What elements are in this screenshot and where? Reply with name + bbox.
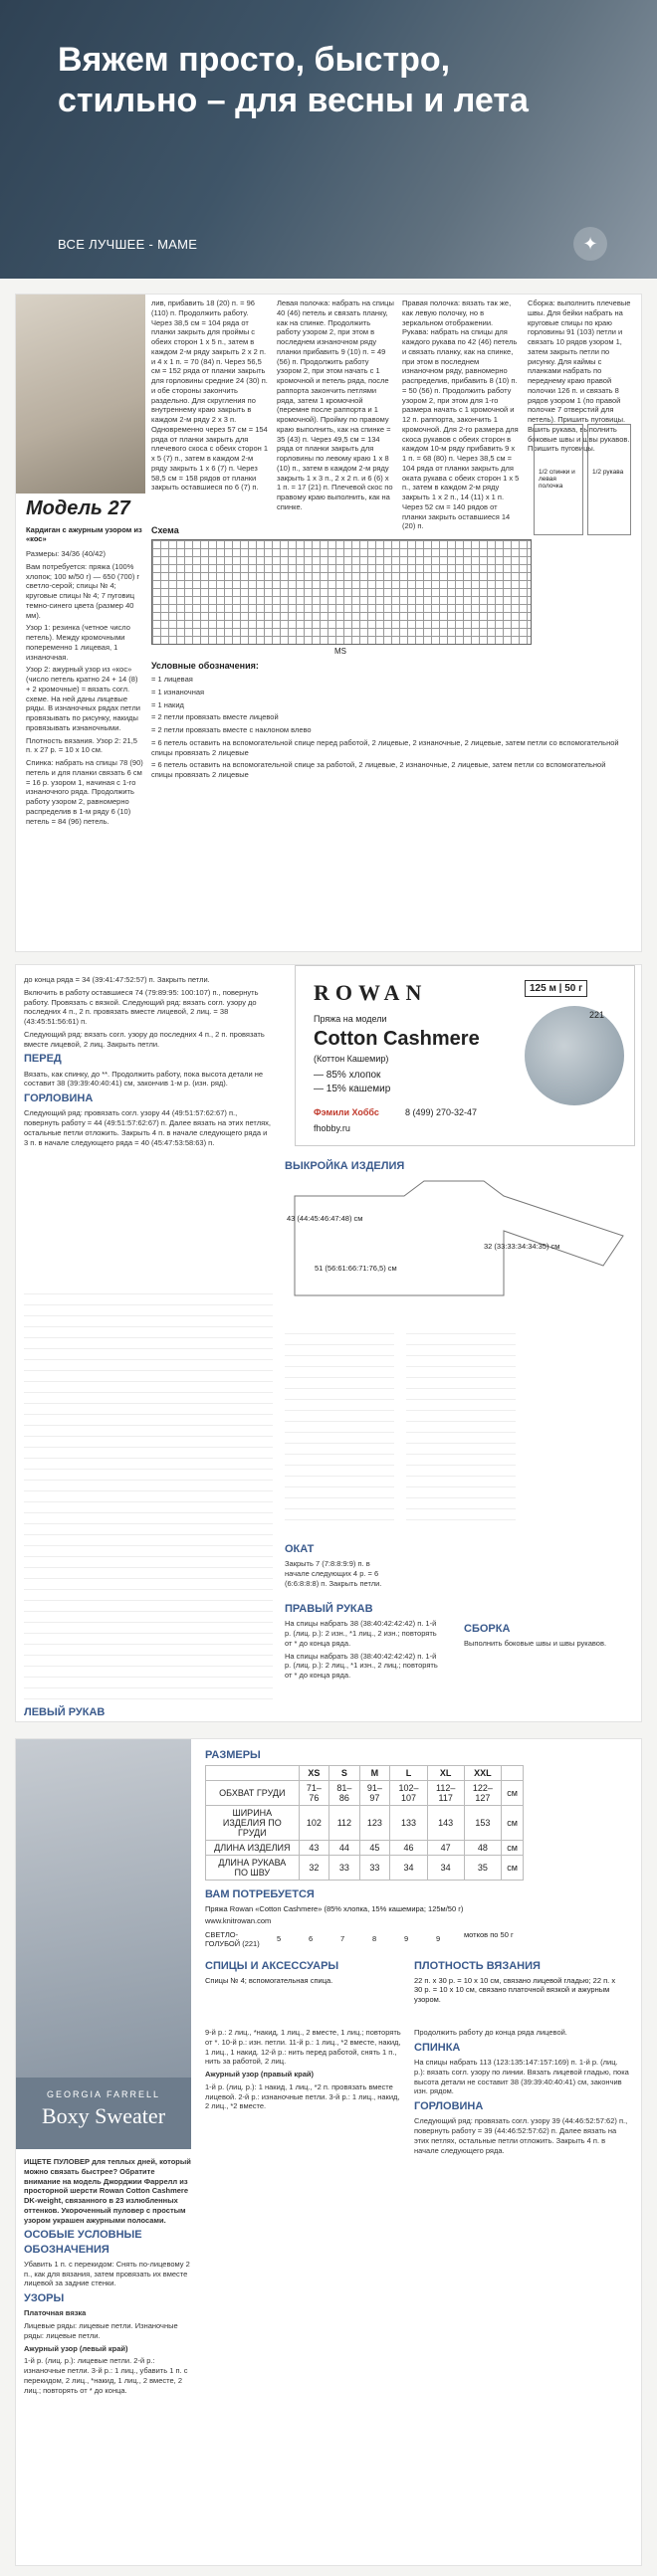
stitch-chart xyxy=(151,539,532,645)
table-cell: 143 xyxy=(427,1806,464,1841)
schema-label: Схема xyxy=(151,525,179,535)
text: Следующий ряд: провязать согл. узору 44 (49:51:57:62:67) п., повернуть работу = 44 (49:51:57:62:67) п. Далее вязать на этих петлях, остальные петли отложить. Закрыть 4 п. в начале следующего ряда и 3 п. в начале следующего ряда = 40 (45:47:53:58:63) п. xyxy=(24,1108,271,1147)
patterns-text1: Лицевые ряды: лицевые петли. Изнаночные ряды: лицевые петли. xyxy=(24,2321,178,2340)
column-3: Левая полочка: набрать на спицы 40 (46) петель и связать планку, как на спинке. Продолжить работу узором 2, при этом в последнем изнаночном ряду планки прибавить 9 (10) п. = 49 (56) п. Продолжить работу узором 2, при этом начать с 1 кромочной и петель ряда, после раппорта закончить петлями ряда, затем 1 кромочной (перемне после раппорта и 1 кромочной). Пройму по правому краю выполнить, как на спинке = 35 (43) п. Через 49,5 см = 134 ряда от планки закрыть для горловины по левому краю 1 х 8 (10) п., затем в каждом 2-м ряду закрыть 1 х 3 п., 2 х 2 п. и 6 (6) х 1 п. = 17 (21) п. Плечевой скос по правому краю выполнить, как на спинке. xyxy=(277,298,394,511)
yarn-advert xyxy=(295,965,635,1146)
table-cell: 44 xyxy=(329,1841,359,1856)
magazine-page-boxy-sweater xyxy=(16,1739,641,2565)
legend xyxy=(151,675,629,779)
pattern2-text: Узор 2: ажурный узор из «кос» (число петель кратно 24 + 14 (8) + 2 кромочные) = вязать согл. схеме. На ней даны лицевые ряды. В изнаночных рядах петли провязывать по рисунку, накиды провязывать изнаночными. xyxy=(26,665,140,732)
gauge-text: Плотность вязания. Узор 2: 21,5 п. х 27 р. = 10 х 10 см. xyxy=(26,735,137,755)
yarn-name: Cotton Cashmere xyxy=(314,1028,480,1050)
text: Включить в работу оставшиеся 74 (79:89:95: 100:107) п., повернуть работу. Провязать с вязкой. Следующий ряд: вязать согл. узору до последних 4 п., 2 п. провязать вместе лицевой, 2 лиц. = 38 (43:45:51:56:61) п. xyxy=(24,987,259,1026)
mid-text: 9-й р.: 2 лиц., *накид, 1 лиц., 2 вместе, 1 лиц.; повторять от *. 10-й р.: изн. петли. 11-й р.: 1 лиц., *2 вместе, накид, 1 лиц., 1 накид. 12-й р.: нить перед работой, снять 1 п., нить за работой, 2 лиц. xyxy=(205,2028,401,2067)
patterns-sub2: Ажурный узор (левый край) xyxy=(24,2343,128,2353)
table-cell: 45 xyxy=(359,1841,389,1856)
section-left-sleeve: ЛЕВЫЙ РУКАВ xyxy=(24,1706,106,1718)
boxy-title: Boxy Sweater xyxy=(41,2103,166,2128)
section-assembly: СБОРКА xyxy=(464,1623,511,1635)
column-2: лив, прибавить 18 (20) п. = 96 (110) п. Продолжить работу. Через 38,5 см = 104 ряда от планки закрыть для проймы с обеих сторон 1 х 5 п., затем в каждом 2-м ряду закрыть 2 х 2 п. и 4 х 1 п. = 70 (84) п. Через 56,5 см = 152 ряда от планки закрыть для горловины средние 24 (30) п. и обе стороны закончить раздельно. Для скругления по внутреннему краю закрыть в каждом 2-м ряду 2 х 3 п. Одновременно через 57 см = 154 ряда от планки закрыть для плечевого скоса с обеих сторон 1 х 5 (7) п., затем в каждом 2-м ряду закрыть 1 х 6 (7) п. Через 58,5 см = 158 рядов от планки закрыть оставшиеся по 6 (7) п. xyxy=(151,298,269,493)
table-row xyxy=(206,1806,524,1841)
right-text2: На спицы набрать 113 (123:135:147:157:169) п. 1-й р. (лиц. р.): вязать согл. узору по линии. Вязать лицевой гладью, пока высота детали не составит 38 (39:39:40:40:41) см, закончив изн. рядом. xyxy=(414,2058,629,2096)
legend-item: = 2 петли провязать вместе лицевой xyxy=(151,712,279,722)
back-text: Спинка: набрать на спицы 78 (90) петель и для планки связать 6 см = 16 р. узором 1, начиная с 1-го изнаночного ряда. Продолжить работу узором 2, равномерно распределив в 1-м ряду 6 (10) петель = 84 (96) петель. xyxy=(26,758,143,826)
table-cell: 33 xyxy=(359,1856,389,1881)
table-cell: ШИРИНА ИЗДЕЛИЯ ПО ГРУДИ xyxy=(206,1806,300,1841)
pattern-dim-sleeve: 32 (33:33:34:34:35) см xyxy=(484,1242,560,1251)
yarn-title: Пряжа на модели xyxy=(314,1014,387,1024)
sizes-heading: РАЗМЕРЫ xyxy=(205,1749,261,1761)
table-header-cell: L xyxy=(390,1766,428,1781)
sleeve-diagram xyxy=(587,424,631,535)
pattern-diagram xyxy=(285,1176,633,1305)
table-header-cell: S xyxy=(329,1766,359,1781)
table-cell: 33 xyxy=(329,1856,359,1881)
pattern-outline xyxy=(295,1181,623,1295)
table-cell: 133 xyxy=(390,1806,428,1841)
magazine-page-rowan xyxy=(16,965,641,1721)
mid-text2: 1-й р. (лиц. р.): 1 накид, 1 лиц., *2 п. провязать вместе лицевой. 2-й р.: изнаночные петли. 3-й р.: 1 лиц., накид, 2 лиц., *2 вместе. xyxy=(205,2081,400,2111)
gauge-heading: ПЛОТНОСТЬ ВЯЗАНИЯ xyxy=(414,1960,541,1972)
table-cell: см xyxy=(502,1806,524,1841)
hero-caption[interactable]: ВСЕ ЛУЧШЕЕ - MAME xyxy=(58,237,198,252)
table-cell: 43 xyxy=(299,1841,328,1856)
okat-block xyxy=(285,1542,394,1592)
symbols-text: Убавить 1 п. с перекидом: Снять по-лицевому 2 п., как для вязания, затем провязать их вместе лицевой за задние стенки. xyxy=(24,2259,190,2288)
instructions-mid xyxy=(285,1323,394,1522)
yarn-sub: (Коттон Кашемир) xyxy=(314,1054,389,1064)
table-cell: 91–97 xyxy=(359,1781,389,1806)
tools-text: Спицы № 4; вспомогательная спица. xyxy=(205,1976,333,1985)
need-site[interactable]: www.knitrowan.com xyxy=(205,1916,272,1925)
table-cell: 123 xyxy=(359,1806,389,1841)
table-cell: 81–86 xyxy=(329,1781,359,1806)
diagram-label-back: 1/2 спинки и левая полочка xyxy=(539,469,575,490)
text: Закрыть 7 (7:8:8:9:9) п. в начале следующих 4 р. = 6 (6:6:8:8:8) п. Закрыть петли. xyxy=(285,1559,382,1588)
legend-item: = 6 петель оставить на вспомогательной спице за работой, 2 лицевые, 2 изнаночные, 2 лицевые, затем петли со вспомогательной спицы провязать 2 лицевые xyxy=(151,760,606,779)
model-subtitle: Кардиган с ажурным узором из «кос» xyxy=(26,525,142,544)
table-header-cell: XXL xyxy=(464,1766,502,1781)
left-sleeve xyxy=(24,1705,273,1721)
yarn-ball-image xyxy=(525,1006,624,1105)
left-column xyxy=(24,975,273,1274)
section-neck: ГОРЛОВИНА xyxy=(24,1092,94,1105)
table-cell: ДЛИНА РУКАВА ПО ШВУ xyxy=(206,1856,300,1881)
model-title: Модель 27 xyxy=(26,497,130,519)
boxy-left-column xyxy=(24,2157,193,2555)
table-cell: см xyxy=(502,1841,524,1856)
section-front: ПЕРЕД xyxy=(24,1053,62,1066)
section-neckline: ГОРЛОВИНА xyxy=(414,2100,484,2113)
boxy-right-column xyxy=(414,2028,629,2555)
column-1 xyxy=(26,549,143,826)
sparkle-icon[interactable]: ✦ xyxy=(573,227,607,261)
text: Вязать, как спинку, до **. Продолжить работу, пока высота детали не составит 38 (39:39:40:40:41) см, закончив 1-м р. (изн. ряд). xyxy=(24,1069,264,1089)
diagram-label-sleeve: 1/2 рукава xyxy=(592,469,624,476)
need-color: СВЕТЛО-ГОЛУБОЙ (221) xyxy=(205,1930,260,1949)
back-diagram xyxy=(534,424,583,535)
table-cell: 32 xyxy=(299,1856,328,1881)
legend-item: = 1 накид xyxy=(151,699,184,709)
magazine-page-model-27 xyxy=(16,295,641,951)
table-cell: 102 xyxy=(299,1806,328,1841)
table-cell: 153 xyxy=(464,1806,502,1841)
section-back: СПИНКА xyxy=(414,2041,461,2054)
need-qty: 8 xyxy=(372,1934,377,1943)
legend-item: = 2 петли провязать вместе с наклоном влево xyxy=(151,725,312,734)
patterns-text2: 1-й р. (лиц. р.): лицевые петли. 2-й р.: изнаночные петли. 3-й р.: 1 лиц., убавить 1 п. с перекидом, 2 лиц., *накид, 1 лиц., 2 вместе, 2 лиц.; повторять от * до конца. xyxy=(24,2356,188,2395)
table-cell: 35 xyxy=(464,1856,502,1881)
text: На спицы набрать 38 (38:40:42:42:42) п. 1-й р. (лиц. р.): 2 лиц., *1 изн., 2 лиц.; повторять от * до конца ряда. xyxy=(285,1651,438,1681)
mid-sub: Ажурный узор (правый край) xyxy=(205,2070,314,2079)
table-cell: 47 xyxy=(427,1841,464,1856)
patterns-heading: УЗОРЫ xyxy=(24,2292,65,2305)
pattern1-text: Узор 1: резинка (четное число петель). Между кромочными попеременно 1 лицевая, 1 изнаночная. xyxy=(26,623,130,662)
table-cell: 34 xyxy=(390,1856,428,1881)
section-right-sleeve: ПРАВЫЙ РУКАВ xyxy=(285,1603,373,1615)
table-cell: 46 xyxy=(390,1841,428,1856)
legend-item: = 6 петель оставить на вспомогательной спице перед работой, 2 лицевые, 2 изнаночные, 2 лицевые, затем петли со вспомогательной спицы провязать 2 лицевые xyxy=(151,737,619,757)
hero-title: Вяжем просто, быстро, стильно – для весны и лета xyxy=(58,41,529,119)
table-cell: 112–117 xyxy=(427,1781,464,1806)
table-header-cell: XS xyxy=(299,1766,328,1781)
symbols-heading: ОСОБЫЕ УСЛОВНЫЕ ОБОЗНАЧЕНИЯ xyxy=(24,2229,142,2256)
need-qty: 6 xyxy=(309,1934,314,1943)
text: до конца ряда = 34 (39:41:47:52:57) п. Закрыть петли. xyxy=(24,975,210,984)
shop-site[interactable]: fhobby.ru xyxy=(314,1123,350,1133)
boxy-sweater-photo xyxy=(16,1739,191,2078)
table-header-cell xyxy=(502,1766,524,1781)
table-cell: 48 xyxy=(464,1841,502,1856)
table-header-cell: XL xyxy=(427,1766,464,1781)
table-cell: ДЛИНА ИЗДЕЛИЯ xyxy=(206,1841,300,1856)
right-text3: Следующий ряд: провязать согл. узору 39 (44:46:52:57:62) п., повернуть работу = 39 (44:46:52:57:62) п. Далее вязать на этих петлях, остальные петли отложить. Закрыть 4 п. в начале следующего ряда. xyxy=(414,2116,628,2155)
legend-item: = 1 лицевая xyxy=(151,675,193,684)
table-cell: 71–76 xyxy=(299,1781,328,1806)
instructions-left xyxy=(24,1284,273,1701)
sizes-table xyxy=(205,1765,524,1881)
table-cell: 34 xyxy=(427,1856,464,1881)
need-qty: 7 xyxy=(340,1934,345,1943)
chart-ms-label: MS xyxy=(334,647,346,656)
intro-text: ИЩЕТЕ ПУЛОВЕР для теплых дней, который можно связать быстрее? Обратите внимание на модель Джорджии Фаррелл из просторной шерсти Rowan Cotton Cashmere DK-weight, связанного в 23 излюбленных оттенков. Укороченный пуловер с простым узором украшен ажурными полосами. xyxy=(24,2157,191,2225)
sizes-text: Размеры: 34/36 (40/42) xyxy=(26,549,106,558)
gauge-text: 22 п. х 30 р. = 10 х 10 см, связано лицевой гладью; 22 п. х 30 р. = 10 х 10 см, связано платочной вязкой и ажурным узором. xyxy=(414,1976,616,2004)
hero-banner xyxy=(0,0,657,279)
table-row xyxy=(206,1856,524,1881)
table-header-row xyxy=(206,1766,524,1781)
boxy-title-band xyxy=(16,2078,191,2149)
column-4: Правая полочка: вязать так же, как левую полочку, но в зеркальном отображении. Рукава: набрать на спицы для каждого рукава по 42 (46) петель и связать планку, как на спинке, при этом в последнем изнаночном ряду, равномерно распределив, прибавить 8 (10) п. = 50 (56) п. Продолжить работу узором 2, при этом для 1-го размера начать с 1 кромочной и 12 п. раппорта, закончить 1 кромочной. Для 2-го размера для скоса рукавов с обеих сторон в каждом 10-м ряду прибавить 9 х 1 п. = 68 (80) п. Через 38,5 см = 104 ряда от планки закрыть для оката рукава с обеих сторон 1 х 5 п., затем в каждом 2-м ряду закрыть 1 х 2 п., 14 (11) х 1 п. Через 52 см = 140 рядов от планки закрыть оставшиеся 14 (20) п. xyxy=(402,298,520,531)
text: На спицы набрать 38 (38:40:42:42:42) п. 1-й р. (лиц. р.): 2 изн., *1 лиц., 2 изн.; повторять от * до конца ряда. xyxy=(285,1619,437,1648)
yarn-weight: 125 м | 50 г xyxy=(525,980,587,997)
tools-heading: СПИЦЫ И АКСЕССУАРЫ xyxy=(205,1960,339,1972)
shop-name: Фэмили Хоббс xyxy=(314,1107,379,1117)
legend-item: = 1 изнаночная xyxy=(151,687,205,696)
table-cell: ОБХВАТ ГРУДИ xyxy=(206,1781,300,1806)
text: Выполнить боковые швы и швы рукавов. xyxy=(464,1639,607,1649)
table-cell: 112 xyxy=(329,1806,359,1841)
instructions-mid2 xyxy=(406,1323,516,1522)
table-cell: 122–127 xyxy=(464,1781,502,1806)
right-sleeve xyxy=(285,1602,444,1711)
table-cell: 102–107 xyxy=(390,1781,428,1806)
assembly xyxy=(464,1622,633,1662)
need-qty: 5 xyxy=(277,1934,282,1943)
yarn-comp1: — 85% хлопок xyxy=(314,1070,381,1081)
need-qty: 9 xyxy=(436,1934,441,1943)
pattern-dim-length: 43 (44:45:46:47:48) см xyxy=(287,1214,363,1223)
table-row xyxy=(206,1781,524,1806)
right-text: Продолжить работу до конца ряда лицевой. xyxy=(414,2028,567,2037)
table-cell: см xyxy=(502,1856,524,1881)
yarn-color-number: 221 xyxy=(589,1010,605,1020)
model-photo xyxy=(16,295,145,494)
yarn-comp2: — 15% кашемир xyxy=(314,1084,391,1094)
legend-title: Условные обозначения: xyxy=(151,661,259,671)
need-heading: ВАМ ПОТРЕБУЕТСЯ xyxy=(205,1888,315,1900)
shop-phone: 8 (499) 270-32-47 xyxy=(405,1107,478,1117)
pattern-dim-width: 51 (56:61:66:71:76,5) см xyxy=(315,1264,397,1273)
section-okat: ОКАТ xyxy=(285,1543,315,1555)
table-header-cell xyxy=(206,1766,300,1781)
boxy-mid-column xyxy=(205,2028,404,2555)
text: Следующий ряд: вязать согл. узору до последних 4 п., 2 п. провязать вместе лицевой, 2 лиц. Закрыть петли. xyxy=(24,1029,265,1049)
column-5: Сборка: выполнить плечевые швы. Для бейки набрать на круговые спицы по краю горловины 91 (103) петли и связать 10 рядов узором 1, затем закрыть петли по рисунку. Для каймы с планками набрать по переднему краю правой полочки 126 п. и связать 8 рядов узором 1 (по правой полочке 7 отверстий для петель). Пришить пуговицы. Вшить рукава, выполнить боковые швы и швы рукавов. Пришить пуговицы. xyxy=(528,298,631,454)
patterns-sub1: Платочная вязка xyxy=(24,2308,87,2318)
table-row xyxy=(206,1841,524,1856)
rowan-logo: ROWAN xyxy=(314,980,428,1005)
need-unit: мотков по 50 г xyxy=(464,1930,514,1939)
table-cell: см xyxy=(502,1781,524,1806)
designer-name: GEORGIA FARRELL xyxy=(46,2089,161,2099)
need-yarn: Пряжа Rowan «Cotton Cashmere» (85% хлопка, 15% кашемира; 125м/50 г) xyxy=(205,1904,464,1913)
need-qty: 9 xyxy=(404,1934,409,1943)
table-header-cell: M xyxy=(359,1766,389,1781)
pattern-heading: ВЫКРОЙКА ИЗДЕЛИЯ xyxy=(285,1160,405,1172)
materials-text: Вам потребуется: пряжа (100% хлопок; 100 м/50 г) — 650 (700) г светло-серой; спицы № 4; круговые спицы № 4; 7 пуговиц темно-синего цвета (размер 40 мм). xyxy=(26,561,140,620)
